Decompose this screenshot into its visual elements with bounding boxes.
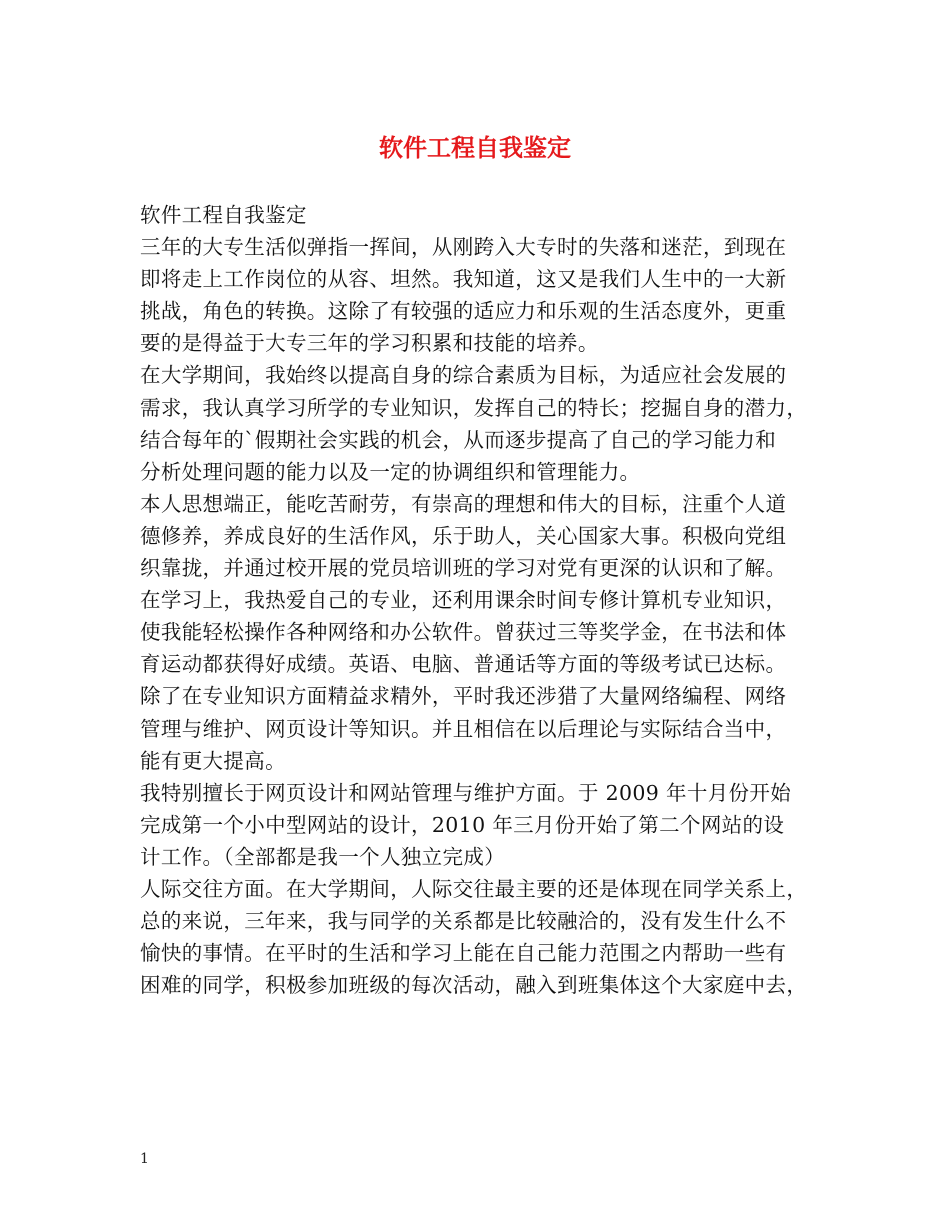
body-line: 使我能轻松操作各种网络和办公软件。曾获过三等奖学金，在书法和体 xyxy=(140,620,787,645)
body-line: 人际交往方面。在大学期间，人际交往最主要的还是体现在同学关系上， xyxy=(140,876,808,901)
body-line: 愉快的事情。在平时的生活和学习上能在自己能力范围之内帮助一些有 xyxy=(140,941,787,966)
body-line: 三年的大专生活似弹指一挥间，从刚跨入大专时的失落和迷茫，到现在 xyxy=(140,235,787,260)
body-line: 分析处理问题的能力以及一定的协调组织和管理能力。 xyxy=(140,459,641,484)
body-line: 需求，我认真学习所学的专业知识，发挥自己的特长；挖掘自身的潜力， xyxy=(140,395,808,420)
body-line: 软件工程自我鉴定 xyxy=(140,203,307,227)
document-title: 软件工程自我鉴定 xyxy=(379,133,571,162)
body-line: 即将走上工作岗位的从容、坦然。我知道，这又是我们人生中的一大新 xyxy=(140,267,787,292)
body-line: 在大学期间，我始终以提高自身的综合素质为目标，为适应社会发展的 xyxy=(140,363,787,388)
body-line: 在学习上，我热爱自己的专业，还利用课余时间专修计算机专业知识， xyxy=(140,588,787,613)
body-line: 能有更大提高。 xyxy=(140,748,286,773)
body-line: 除了在专业知识方面精益求精外，平时我还涉猎了大量网络编程、网络 xyxy=(140,684,787,709)
body-line: 要的是得益于大专三年的学习积累和技能的培养。 xyxy=(140,331,599,356)
document-body xyxy=(140,199,820,1001)
body-line: 我特别擅长于网页设计和网站管理与维护方面。于 2009 年十月份开始 xyxy=(140,780,792,805)
body-line: 德修养，养成良好的生活作风，乐于助人，关心国家大事。积极向党组 xyxy=(140,523,787,548)
body-line: 计工作。（全部都是我一个人独立完成） xyxy=(140,844,506,869)
body-line: 结合每年的`假期社会实践的机会，从而逐步提高了自己的学习能力和 xyxy=(140,427,777,452)
body-line: 挑战，角色的转换。这除了有较强的适应力和乐观的生活态度外，更重 xyxy=(140,299,787,324)
body-line: 困难的同学，积极参加班级的每次活动，融入到班集体这个大家庭中去， xyxy=(140,973,808,998)
body-line: 完成第一个小中型网站的设计，2010 年三月份开始了第二个网站的设 xyxy=(140,812,785,837)
body-line: 管理与维护、网页设计等知识。并且相信在以后理论与实际结合当中， xyxy=(140,716,787,741)
body-line: 织靠拢，并通过校开展的党员培训班的学习对党有更深的认识和了解。 xyxy=(140,556,787,581)
body-line: 育运动都获得好成绩。英语、电脑、普通话等方面的等级考试已达标。 xyxy=(140,652,787,677)
body-line: 本人思想端正，能吃苦耐劳，有崇高的理想和伟大的目标，注重个人道 xyxy=(140,491,787,516)
page-number: 1 xyxy=(140,1151,149,1167)
body-line: 总的来说，三年来，我与同学的关系都是比较融洽的，没有发生什么不 xyxy=(140,909,787,934)
